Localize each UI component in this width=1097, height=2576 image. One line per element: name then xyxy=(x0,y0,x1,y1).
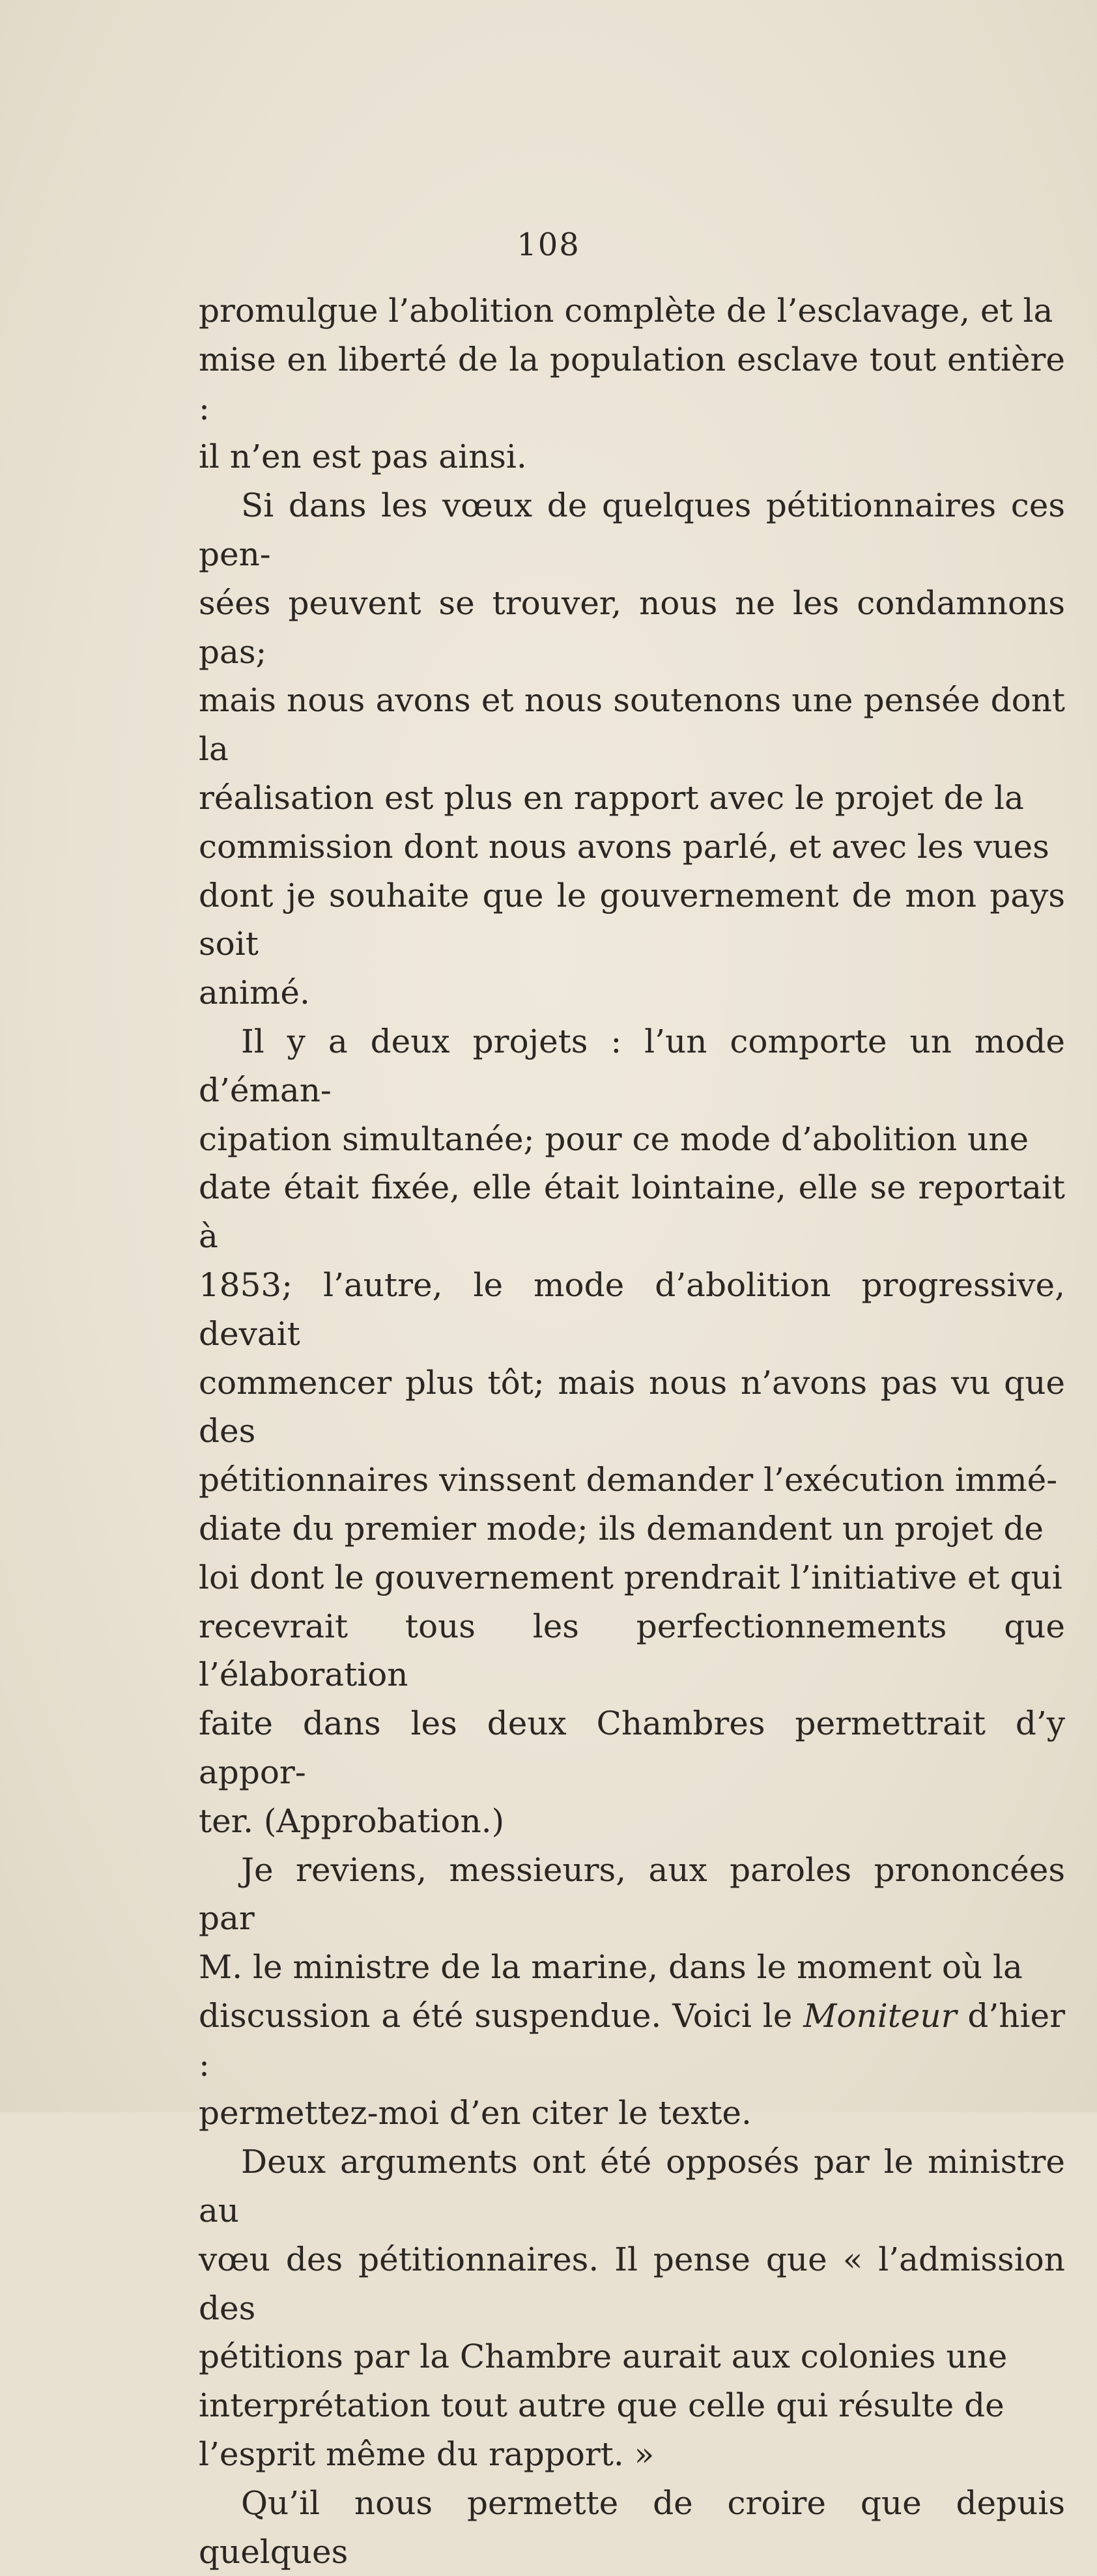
text-line-segment: discussion a été suspendue. Voici le xyxy=(199,1996,804,2035)
paragraph-2 xyxy=(199,481,1065,1017)
text-line: Si dans les vœux de quelques pétitionnaires ces pen- xyxy=(199,487,1065,573)
text-line: commission dont nous avons parlé, et avec les vues xyxy=(199,827,1049,866)
page-number: 108 xyxy=(517,227,580,263)
text-line: promulgue l’abolition complète de l’esclavage, et la xyxy=(199,292,1053,330)
paragraph-6 xyxy=(199,2479,1065,2576)
text-line: mise en liberté de la population esclave tout entière : xyxy=(199,340,1065,427)
text-line: pétitions par la Chambre aurait aux colonies une xyxy=(199,2338,1008,2376)
text-line: animé. xyxy=(199,974,310,1012)
text-line: vœu des pétitionnaires. Il pense que « l’admission des xyxy=(199,2240,1065,2327)
text-line: pétitionnaires vinssent demander l’exécution immé- xyxy=(199,1461,1058,1499)
text-line: date était fixée, elle était lointaine, elle se reportait à xyxy=(199,1168,1065,1256)
text-line: il n’en est pas ainsi. xyxy=(199,438,527,476)
text-body xyxy=(199,287,1065,2576)
text-line: recevrait tous les perfectionnements que l’élaboration xyxy=(199,1607,1065,1694)
text-line: Il y a deux projets : l’un comporte un mode d’éman- xyxy=(199,1022,1065,1109)
text-line: commencer plus tôt; mais nous n’avons pas vu que des xyxy=(199,1363,1065,1451)
text-line: loi dont le gouvernement prendrait l’initiative et qui xyxy=(199,1558,1062,1596)
newspaper-title: Moniteur xyxy=(803,1996,957,2035)
paragraph-4 xyxy=(199,1846,1065,2138)
paragraph-5 xyxy=(199,2138,1065,2479)
text-line: Je reviens, messieurs, aux paroles prononcées par xyxy=(199,1850,1065,1938)
text-line: 1853; l’autre, le mode d’abolition progressive, devait xyxy=(199,1266,1065,1353)
paragraph-1 xyxy=(199,287,1065,481)
text-line: diate du premier mode; ils demandent un projet de xyxy=(199,1509,1044,1548)
text-line-segment: d’hier : xyxy=(199,1996,1065,2084)
text-line: faite dans les deux Chambres permettrait d’y appor- xyxy=(199,1705,1065,1791)
text-line: Deux arguments ont été opposés par le ministre au xyxy=(199,2143,1065,2230)
text-line: ter. (Approbation.) xyxy=(199,1802,505,1840)
text-line: l’esprit même du rapport. » xyxy=(199,2435,655,2474)
text-line: sées peuvent se trouver, nous ne les condamnons pas; xyxy=(199,584,1065,671)
text-line: réalisation est plus en rapport avec le projet de la xyxy=(199,778,1024,817)
text-line: Qu’il nous permette de croire que depuis quelques xyxy=(199,2484,1065,2571)
text-line: permettez-moi d’en citer le texte. xyxy=(199,2094,752,2132)
text-line: cipation simultanée; pour ce mode d’abolition une xyxy=(199,1120,1029,1158)
text-line: interprétation tout autre que celle qui résulte de xyxy=(199,2386,1004,2425)
text-line: M. le ministre de la marine, dans le moment où la xyxy=(199,1948,1023,1987)
text-line: mais nous avons et nous soutenons une pensée dont la xyxy=(199,681,1065,769)
paragraph-3 xyxy=(199,1017,1065,1846)
text-line: dont je souhaite que le gouvernement de mon pays soit xyxy=(199,876,1065,963)
